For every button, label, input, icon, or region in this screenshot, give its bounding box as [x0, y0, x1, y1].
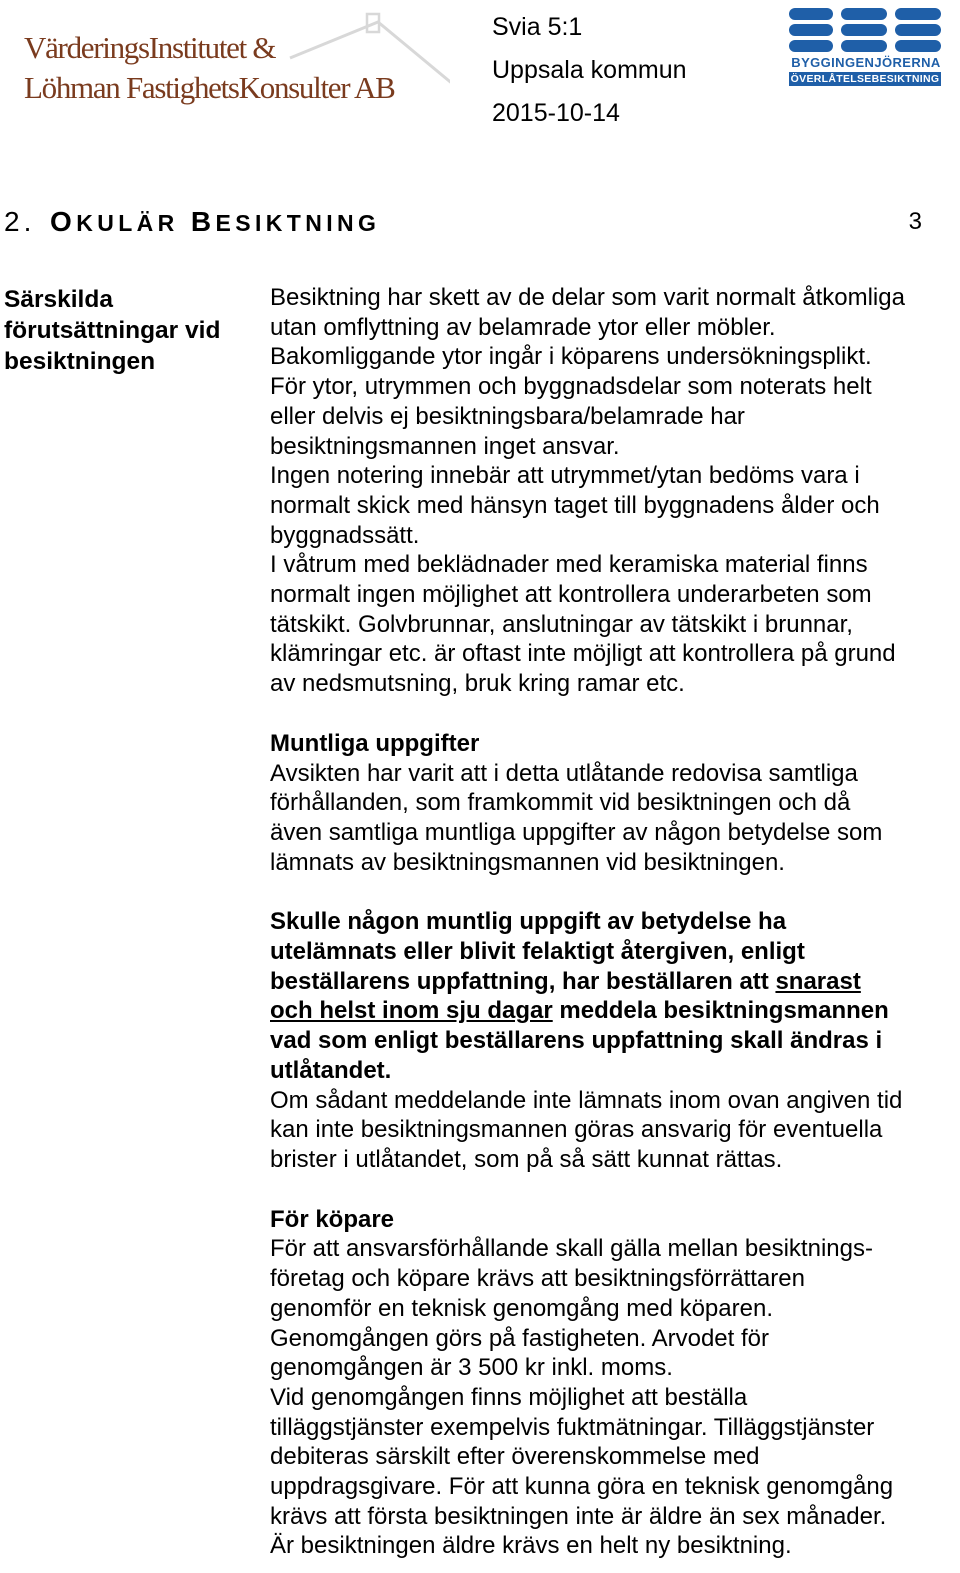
content-column [270, 283, 960, 1561]
property-designation: Svia 5:1 [492, 13, 583, 41]
logo-line-2: Löhman FastighetsKonsulter AB [24, 70, 395, 105]
logo-tagline: ÖVERLÅTELSEBESIKTNING [790, 73, 940, 85]
byggingenjorerna-logo [787, 8, 943, 88]
page-number: 3 [908, 208, 922, 235]
buyer-section: För köpare För att ansvarsförhållande skall gälla mellan besiktnings- företag och köpare krävs att besiktningsförrättaren genomför en teknisk genomgång med köparen. Genomgången görs på fastigheten. Arvodet för genomgången är 3 500 kr inkl. moms. Vid genomgången finns möjlighet att beställa tilläggstjänster exempelvis fuktmätningar. Tilläggstjänster debiteras särskilt efter överenskommelse med uppdragsgivare. För att kunna göra en teknisk genomgång krävs att första besiktningen inte är äldre än sex månader. Är besiktningen äldre krävs en helt ny besiktning. [270, 1205, 960, 1561]
oral-heading: Muntliga uppgifter [270, 729, 480, 757]
logo-brand-text: BYGGINGENJÖRERNA [791, 55, 941, 70]
notice-section: Skulle någon muntlig uppgift av betydelse ha utelämnats eller blivit felaktigt återgiven, enligt beställarens uppfattning, har beställaren att snarast och helst inom sju dagar meddela besiktningsmannen vad som enligt beställarens uppfattning skall ändras i utlåtandet. Om sådant meddelande inte lämnats inom ovan angiven tid kan inte besiktningsmannen göras ansvarig för eventuella brister i utlåtandet, som på så sätt kunnat rättas. [270, 908, 903, 1173]
deadline-emphasis: snarast [775, 967, 861, 995]
sbr-logo-icon [787, 8, 943, 54]
document-info [492, 6, 687, 135]
section-number: 2. [4, 206, 36, 237]
logo-line-1: VärderingsInstitutet & [24, 30, 276, 65]
municipality: Uppsala kommun [492, 56, 687, 84]
deadline-emphasis-2: och helst inom sju dagar [270, 997, 553, 1025]
section-title: OKULÄR BESIKTNING [50, 206, 381, 237]
intro-paragraph: Besiktning har skett av de delar som varit normalt åtkomliga utan omflyttning av belamrade ytor eller möbler. Bakomliggande ytor ingår i köparens undersökningsplikt. För ytor, utrymmen och byggnadsdelar som noterats helt eller delvis ej besiktningsbara/belamrade har besiktningsmannen inget ansvar. Ingen notering innebär att utrymmet/ytan bedöms vara i normalt skick med hänsyn taget till byggnadens ålder och byggnadssätt. I våtrum med beklädnader med keramiska material finns normalt ingen möjlighet att kontrollera underarbeten som tätskikt. Golvbrunnar, anslutningar av tätskikt i brunnar, klämringar etc. är oftast inte möjligt att kontrollera på grund av nedsmutsning, bruk kring ramar etc. [270, 284, 905, 698]
company-logo [20, 10, 450, 106]
report-date: 2015-10-14 [492, 99, 620, 127]
buyer-heading: För köpare [270, 1205, 395, 1233]
oral-information-section: Muntliga uppgifter Avsikten har varit att i detta utlåtande redovisa samtliga förhållanden, som framkommit vid besiktningen och då även samtliga muntliga uppgifter av någon betydelse som lämnats av besiktningsmannen vid besiktningen. [270, 729, 960, 878]
section-heading [4, 206, 922, 242]
side-label: Särskilda förutsättningar vid besiktningen [4, 286, 221, 375]
